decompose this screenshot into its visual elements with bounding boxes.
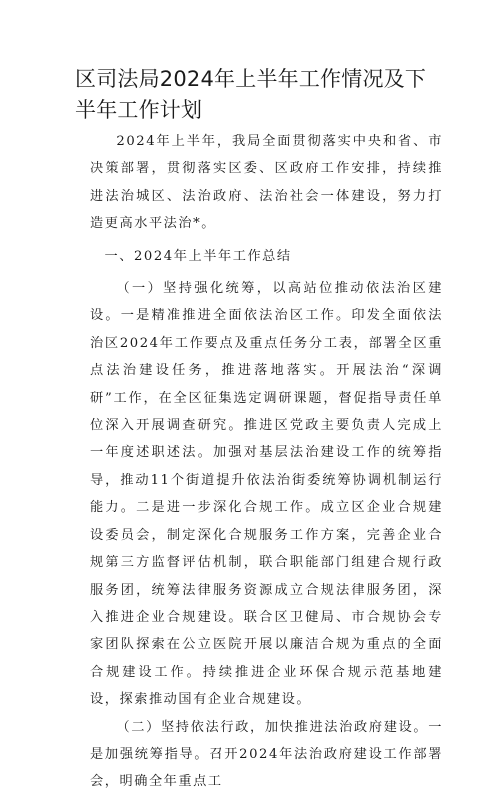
paragraph-2: （二）坚持依法行政，加快推进法治政府建设。一是加强统筹指导。召开2024年法治政府建设工作部署会，明确全年重点工 xyxy=(90,719,443,790)
section-heading: 一、2024年上半年工作总结 xyxy=(104,248,292,264)
document-title: 区司法局2024年上半年工作情况及下半年工作计划 xyxy=(75,67,427,122)
document-body xyxy=(90,128,443,796)
intro-paragraph: 2024年上半年，我局全面贯彻落实中央和省、市决策部署，贯彻落实区委、区政府工作安排，持续推进法治城区、法治政府、法治社会一体建设，努力打造更高水平法治*。 xyxy=(90,134,443,232)
paragraph-1: （一）坚持强化统筹，以高站位推动依法治区建设。一是精准推进全面依法治区工作。印发全面依法治区2024年工作要点及重点任务分工表，部署全区重点法治建设任务，推进落地落实。开展法治“深调研”工作，在全区征集选定调研课题，督促指导责任单位深入开展调查研究。推进区党政主要负责人完成上一年度述职述法。加强对基层法治建设工作的统筹指导，推动11个街道提升依法治街委统筹协调机制运行能力。二是进一步深化合规工作。成立区企业合规建设委员会，制定深化合规服务工作方案，完善企业合规第三方监督评估机制，联合职能部门组建合规行政服务团，统筹法律服务资源成立合规法律服务团，深入推进企业合规建设。联合区卫健局、市合规协会专家团队探索在公立医院开展以廉洁合规为重点的全面合规建设工作。持续推进企业环保合规示范基地建设，探索推动国有企业合规建设。 xyxy=(90,281,443,708)
